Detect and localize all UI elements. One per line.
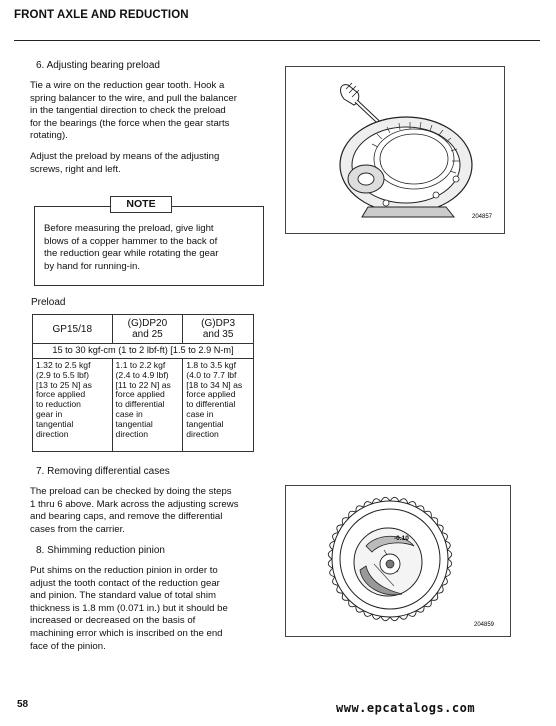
cell-line: case in — [186, 408, 214, 419]
cell-line: case in — [115, 408, 143, 419]
cell-line: direction — [186, 428, 219, 439]
header-text: (G)DP20 — [127, 318, 168, 329]
text-line: adjust the tooth contact of the reduction gear — [30, 577, 220, 589]
text-line: screws, right and left. — [30, 163, 121, 175]
page-number: 58 — [17, 699, 29, 710]
pinion-gear-illustration — [286, 486, 510, 636]
text-line: 1 thru 6 above. Mark across the adjusting screws — [30, 498, 239, 510]
text-line: cases from the carrier. — [30, 523, 125, 535]
header-text: and 25 — [132, 329, 163, 340]
text-line: Before measuring the preload, give light — [44, 223, 214, 234]
section-7-paragraph — [30, 486, 262, 536]
column-header — [112, 315, 183, 344]
text-line: Adjust the preload by means of the adjusting — [30, 151, 220, 162]
note-text — [44, 223, 254, 273]
cell-line: [13 to 25 N] as — [36, 379, 92, 390]
figure-2-id: 204859 — [474, 622, 495, 628]
watermark: www.epcatalogs.com — [336, 701, 476, 715]
cell-line: to differential — [186, 399, 236, 410]
text-line: The preload can be checked by doing the steps — [30, 486, 232, 497]
text-line: and bearing caps, and remove the differential — [30, 511, 223, 523]
cell-line: tangential — [36, 418, 74, 429]
text-line: Put shims on the reduction pinion in order to — [30, 565, 218, 576]
note-label: NOTE — [110, 196, 172, 213]
common-preload-value: 15 to 30 kgf-cm (1 to 2 lbf-ft) [1.5 to 2.9 N-m] — [33, 344, 254, 359]
text-line: the reduction gear while rotating the gear — [44, 248, 219, 260]
cell-line: force applied — [36, 389, 86, 400]
cell-line: gear in — [36, 408, 63, 419]
figure-1-id: 204857 — [472, 214, 493, 220]
cell-line: (2.4 to 4.9 lbf) — [115, 369, 169, 380]
table-row — [33, 344, 254, 359]
cell-line: to differential — [115, 399, 165, 410]
text-line: spring balancer to the wire, and pull the balancer — [30, 92, 237, 104]
text-line: Tie a wire on the reduction gear tooth. Hook a — [30, 80, 225, 91]
section-8-heading: 8. Shimming reduction pinion — [36, 545, 165, 556]
section-6-heading: 6. Adjusting bearing preload — [36, 60, 160, 71]
column-header — [183, 315, 254, 344]
cell-line: to reduction — [36, 399, 81, 410]
header-text: and 35 — [202, 329, 234, 340]
section-6-paragraph-1 — [30, 80, 262, 143]
cell-line: [18 to 34 N] as — [186, 379, 243, 390]
cell-line: direction — [115, 428, 149, 439]
text-line: face of the pinion. — [30, 640, 106, 652]
pinion-inscription: -0.10 — [394, 535, 409, 542]
text-line: blows of a copper hammer to the back of — [44, 235, 218, 247]
text-line: in the tangential direction to check the preload — [30, 105, 226, 117]
preload-table-title: Preload — [31, 297, 66, 308]
section-6-paragraph-2 — [30, 151, 262, 176]
table-cell — [183, 359, 254, 452]
section-7-heading: 7. Removing differential cases — [36, 466, 170, 477]
figure-preload-measurement — [285, 66, 505, 234]
table-cell — [112, 359, 183, 452]
figure-pinion-inscription — [285, 485, 511, 637]
text-line: for the bearings (the force when the gear starts — [30, 117, 230, 129]
cell-line: 1.8 to 3.5 kgf — [186, 360, 236, 370]
header-text: (G)DP3 — [201, 318, 236, 329]
cell-line: force applied — [186, 389, 236, 400]
cell-line: force applied — [115, 389, 165, 400]
gear-assembly-illustration — [286, 67, 504, 233]
cell-line: (4.0 to 7.7 lbf — [186, 369, 237, 380]
text-line: rotating). — [30, 130, 68, 142]
text-line: and pinion. The standard value of total shim — [30, 590, 216, 602]
table-cell — [33, 359, 113, 452]
text-line: machining error which is inscribed on the end — [30, 627, 223, 639]
text-line: thickness is 1.8 mm (0.071 in.) but it should be — [30, 602, 228, 614]
cell-line: tangential — [186, 418, 224, 429]
cell-line: 1.32 to 2.5 kgf — [36, 360, 91, 370]
table-row — [33, 359, 254, 452]
cell-line: (2.9 to 5.5 lbf) — [36, 369, 90, 380]
cell-line: [11 to 22 N] as — [115, 379, 171, 390]
page-title: FRONT AXLE AND REDUCTION — [14, 9, 189, 21]
column-header — [33, 315, 113, 344]
header-divider — [14, 40, 540, 41]
text-line: increased or decreased on the basis of — [30, 615, 196, 627]
table-header-row — [33, 315, 254, 344]
header-text: GP15/18 — [52, 323, 93, 335]
cell-line: tangential — [115, 418, 153, 429]
preload-table — [32, 314, 254, 452]
cell-line: 1.1 to 2.2 kgf — [115, 360, 166, 370]
cell-line: direction — [36, 428, 69, 439]
text-line: by hand for running-in. — [44, 260, 140, 272]
section-8-paragraph — [30, 565, 262, 653]
